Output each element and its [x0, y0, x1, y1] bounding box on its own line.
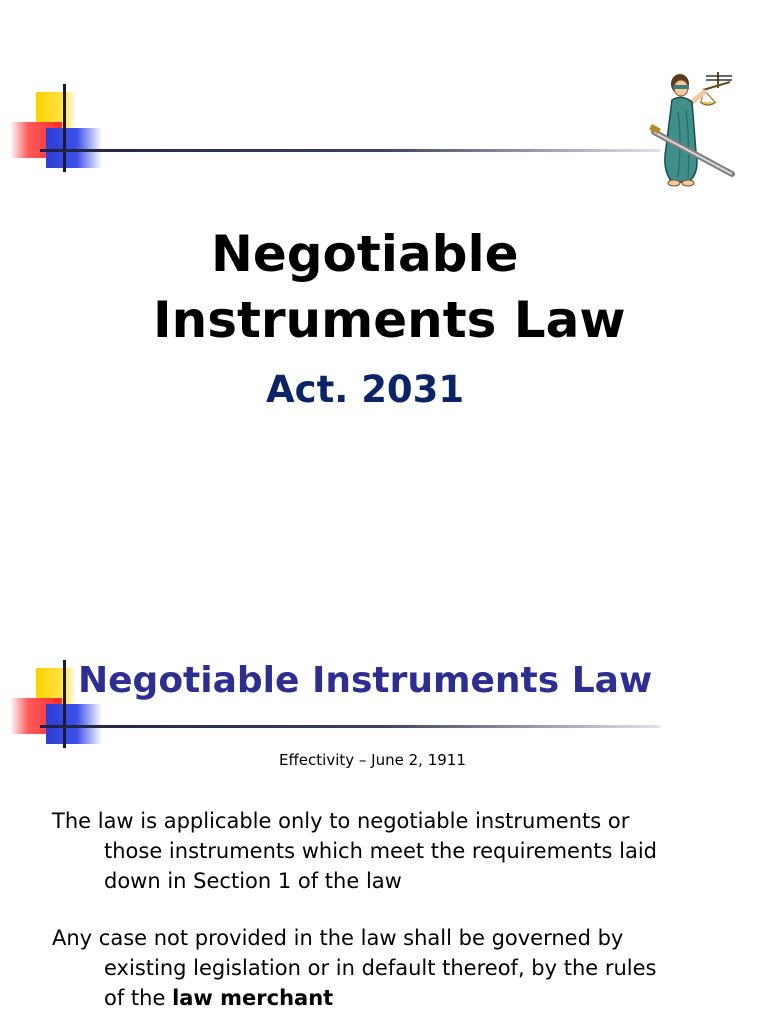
content-slide: [0, 640, 768, 1024]
paragraph-line: existing legislation or in default thereof, by the rules: [104, 956, 657, 980]
lady-justice-icon: [648, 62, 738, 192]
effectivity-date: Effectivity – June 2, 1911: [279, 751, 466, 769]
line-prefix: of the: [104, 986, 173, 1010]
slide-title-line-1: Negotiable: [211, 225, 519, 283]
paragraph-applicability: [52, 806, 752, 896]
slide-title-line-2: Instruments Law: [153, 291, 626, 349]
slide-subtitle: Act. 2031: [266, 368, 465, 411]
paragraph-governance: [52, 923, 752, 1013]
slide-heading: Negotiable Instruments Law: [78, 660, 653, 701]
paragraph-line: Any case not provided in the law shall be governed by: [52, 926, 624, 950]
paragraph-line: down in Section 1 of the law: [104, 869, 402, 893]
header-rule: [40, 725, 660, 728]
header-rule: [40, 149, 660, 152]
law-merchant-term: law merchant: [172, 986, 334, 1010]
paragraph-line: The law is applicable only to negotiable instruments or: [52, 809, 630, 833]
paragraph-line: [52, 983, 752, 1013]
corner-squares-decoration: [0, 0, 120, 120]
paragraph-line: those instruments which meet the requirements laid: [104, 839, 657, 863]
